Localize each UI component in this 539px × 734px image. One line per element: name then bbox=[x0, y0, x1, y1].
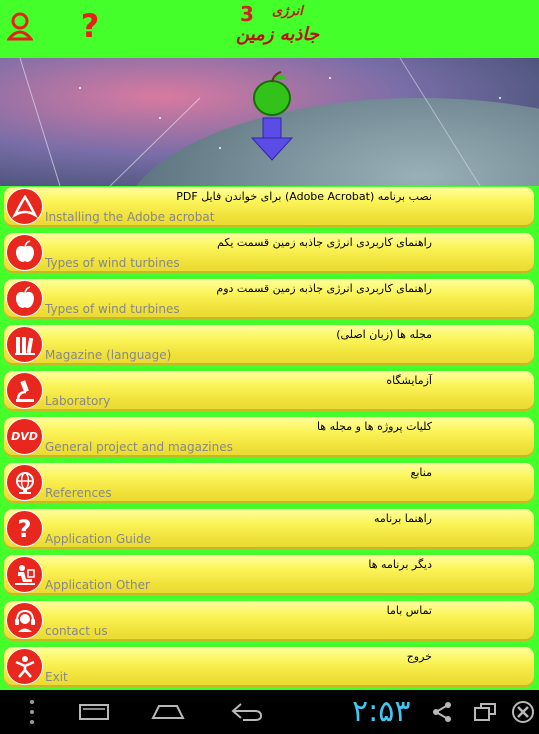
logo-line1: انرژی bbox=[272, 4, 303, 19]
menu-item-other-apps[interactable] bbox=[4, 555, 534, 595]
recent-apps-icon[interactable] bbox=[76, 690, 112, 734]
user-icon[interactable] bbox=[2, 8, 38, 44]
app-logo bbox=[228, 2, 328, 56]
menu-item-magazines[interactable] bbox=[4, 325, 534, 365]
menu-item-persian-label: تماس باما bbox=[386, 604, 432, 617]
space-banner-image bbox=[0, 58, 539, 186]
menu-item-english-label: Types of wind turbines bbox=[45, 302, 180, 316]
menu-item-english-label: Installing the Adobe acrobat bbox=[45, 210, 215, 224]
menu-item-persian-label: منابع bbox=[410, 466, 432, 479]
menu-item-persian-label: راهنما برنامه bbox=[373, 512, 432, 525]
share-icon[interactable] bbox=[430, 690, 454, 734]
menu-dots-icon[interactable] bbox=[24, 690, 40, 734]
logo-number: 3 bbox=[240, 2, 254, 26]
clock: ۲:۵۳ bbox=[352, 694, 411, 729]
menu-item-references[interactable] bbox=[4, 463, 534, 503]
menu-item-persian-label: مجله ها (زبان اصلی) bbox=[336, 328, 432, 341]
header-banner bbox=[0, 58, 539, 186]
menu-item-app-guide[interactable] bbox=[4, 509, 534, 549]
apple-icon bbox=[6, 234, 43, 271]
menu-item-persian-label: نصب برنامه (Adobe Acrobat) برای خواندن فایل PDF bbox=[176, 190, 432, 203]
app-header bbox=[0, 0, 539, 58]
menu-item-english-label: Application Other bbox=[45, 578, 150, 592]
pdf-icon bbox=[6, 188, 43, 225]
menu-item-english-label: Exit bbox=[45, 670, 68, 684]
menu-item-contact-us[interactable] bbox=[4, 601, 534, 641]
person-desk-icon bbox=[6, 556, 43, 593]
menu-item-install-acrobat[interactable] bbox=[4, 187, 534, 227]
menu-item-english-label: Types of wind turbines bbox=[45, 256, 180, 270]
menu-item-english-label: contact us bbox=[45, 624, 108, 638]
menu-item-english-label: General project and magazines bbox=[45, 440, 233, 454]
menu-item-english-label: Application Guide bbox=[45, 532, 152, 546]
menu-list bbox=[0, 186, 539, 690]
help-button[interactable] bbox=[72, 8, 108, 44]
menu-item-persian-label: راهنمای کاربردی انرژی جاذبه زمین قسمت یکم bbox=[216, 236, 432, 249]
menu-item-general-projects[interactable] bbox=[4, 417, 534, 457]
headset-icon bbox=[6, 602, 43, 639]
menu-item-english-label: References bbox=[45, 486, 112, 500]
question-icon: ? bbox=[6, 510, 43, 547]
system-navigation-bar bbox=[0, 690, 539, 734]
menu-item-english-label: Magazine (language) bbox=[45, 348, 172, 362]
apple-icon bbox=[6, 280, 43, 317]
menu-item-persian-label: کلیات پروژه ها و مجله ها bbox=[316, 420, 432, 433]
menu-item-guide-part1[interactable] bbox=[4, 233, 534, 273]
globe-icon bbox=[6, 464, 43, 501]
window-icon[interactable] bbox=[472, 690, 498, 734]
menu-item-exit[interactable] bbox=[4, 647, 534, 687]
menu-item-persian-label: دیگر برنامه ها bbox=[368, 558, 432, 571]
dvd-icon: DVD bbox=[6, 418, 43, 455]
menu-item-persian-label: خروج bbox=[406, 650, 432, 663]
close-icon[interactable] bbox=[510, 690, 536, 734]
menu-item-english-label: Laboratory bbox=[45, 394, 111, 408]
logo-line2: جاذبه زمین bbox=[236, 24, 320, 45]
menu-item-persian-label: آزمایشگاه bbox=[386, 374, 432, 387]
books-icon bbox=[6, 326, 43, 363]
question-icon: ? bbox=[80, 7, 100, 45]
home-icon[interactable] bbox=[148, 690, 188, 734]
menu-item-guide-part2[interactable] bbox=[4, 279, 534, 319]
microscope-icon bbox=[6, 372, 43, 409]
menu-button[interactable] bbox=[4, 647, 534, 687]
menu-item-laboratory[interactable] bbox=[4, 371, 534, 411]
exit-person-icon bbox=[6, 648, 43, 685]
menu-item-persian-label: راهنمای کاربردی انرژی جاذبه زمین قسمت دوم bbox=[216, 282, 432, 295]
back-icon[interactable] bbox=[228, 690, 264, 734]
